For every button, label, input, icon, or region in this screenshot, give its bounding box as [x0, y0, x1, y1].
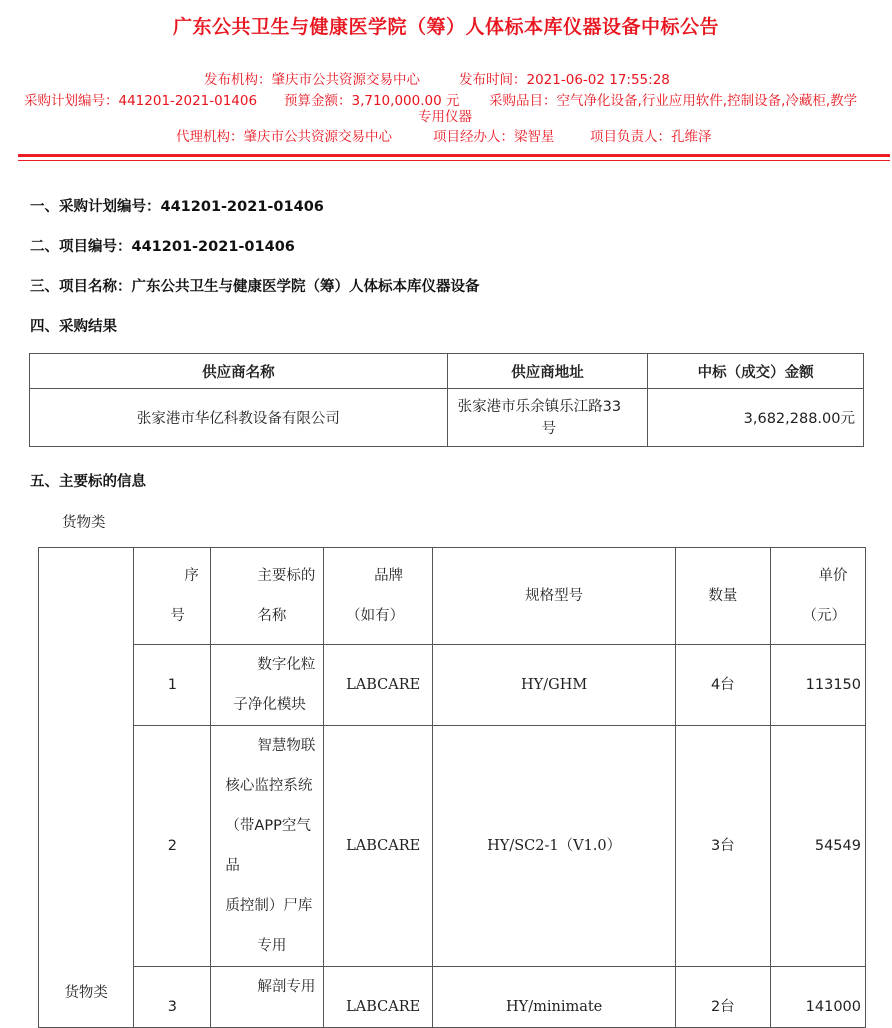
- row-item-name-line: 智慧物联: [257, 738, 316, 754]
- row-price: 54549: [770, 726, 865, 967]
- header-no-line2: 号: [170, 608, 185, 624]
- goods-table-header: [39, 548, 866, 645]
- row-spec: HY/SC2-1（V1.0）: [433, 726, 676, 967]
- table-row: [39, 726, 866, 967]
- row-item-name: [211, 967, 324, 1028]
- section-result: 四、采购结果: [30, 319, 117, 335]
- supplier-address-line1: 张家港市乐余镇乐江路33: [457, 398, 622, 415]
- row-item-name: [211, 645, 324, 726]
- table-row: [39, 645, 866, 726]
- header-item-name: [211, 548, 324, 645]
- page-title: 广东公共卫生与健康医学院（筹）人体标本库仪器设备中标公告: [172, 16, 719, 38]
- row-item-name-line: 子净化模块: [233, 697, 306, 713]
- row-no: 1: [134, 645, 211, 726]
- row-brand: LABCARE: [324, 967, 433, 1028]
- row-spec: HY/GHM: [433, 645, 676, 726]
- meta-publish-time: 发布时间：2021-06-02 17:55:28: [459, 72, 670, 88]
- section-plan-no: 一、采购计划编号：441201-2021-01406: [30, 199, 324, 215]
- header-no: [134, 548, 211, 645]
- header-supplier-name: 供应商名称: [30, 354, 448, 389]
- header-no-line1: 序: [184, 568, 199, 584]
- header-item-name-line2: 名称: [257, 608, 287, 624]
- row-qty: 3台: [676, 726, 770, 967]
- header-spec: 规格型号: [433, 548, 676, 645]
- goods-category-label: 货物类: [62, 515, 106, 531]
- header-brand: [324, 548, 433, 645]
- row-no: 2: [134, 726, 211, 967]
- result-table-header: [30, 354, 864, 389]
- supplier-address: [447, 389, 648, 447]
- meta-budget: 预算金额：3,710,000.00 元: [284, 93, 460, 109]
- row-price: 141000: [770, 967, 865, 1028]
- meta-items: 采购品目：空气净化设备,行业应用软件,控制设备,冷藏柜,教学: [489, 93, 858, 109]
- meta-publisher: 发布机构：肇庆市公共资源交易中心: [204, 72, 420, 88]
- table-row: [39, 967, 866, 1028]
- section-project-no: 二、项目编号：441201-2021-01406: [30, 239, 295, 255]
- meta-manager: 项目经办人：梁智星: [433, 129, 555, 145]
- row-item-name-line: 质控制）尸库: [225, 898, 313, 914]
- row-price: 113150: [770, 645, 865, 726]
- header-price-line2: （元）: [802, 608, 847, 624]
- row-qty: 2台: [676, 967, 770, 1028]
- row-item-name-line: 解剖专用: [257, 979, 316, 995]
- section-main-items: 五、主要标的信息: [30, 474, 146, 490]
- header-item-name-line1: 主要标的: [257, 568, 316, 584]
- header-price: [770, 548, 865, 645]
- meta-plan-no: 采购计划编号：441201-2021-01406: [24, 93, 258, 109]
- supplier-address-line2: 号: [541, 420, 557, 437]
- header-amount: 中标（成交）金额: [648, 354, 864, 389]
- award-amount: 3,682,288.00元: [648, 389, 864, 447]
- row-brand: LABCARE: [324, 645, 433, 726]
- result-table: [29, 353, 864, 447]
- row-no: 3: [134, 967, 211, 1028]
- goods-table: [38, 547, 866, 1028]
- row-qty: 4台: [676, 645, 770, 726]
- row-brand: LABCARE: [324, 726, 433, 967]
- header-price-line1: 单价: [818, 568, 848, 584]
- meta-leader: 项目负责人：孔维泽: [590, 129, 712, 145]
- table-row: [30, 389, 864, 447]
- header-qty: 数量: [676, 548, 770, 645]
- header-divider: [18, 154, 890, 157]
- header-brand-line2: （如有）: [346, 608, 405, 624]
- supplier-name: 张家港市华亿科教设备有限公司: [30, 389, 448, 447]
- header-supplier-address: 供应商地址: [447, 354, 648, 389]
- goods-category: 货物类: [64, 985, 108, 1001]
- row-spec: HY/minimate: [433, 967, 676, 1028]
- goods-category-cell: [39, 548, 134, 1028]
- row-item-name-line: （带APP空气品: [225, 818, 311, 874]
- row-item-name: [211, 726, 324, 967]
- header-divider-thin: [18, 160, 890, 161]
- header-brand-line1: 品牌: [374, 568, 404, 584]
- row-item-name-line: 数字化粒: [257, 657, 316, 673]
- row-item-name-line: 专用: [257, 938, 287, 954]
- section-project-name: 三、项目名称：广东公共卫生与健康医学院（筹）人体标本库仪器设备: [30, 279, 480, 295]
- meta-items-cont: 专用仪器: [418, 109, 472, 125]
- meta-agency: 代理机构：肇庆市公共资源交易中心: [176, 129, 392, 145]
- row-item-name-line: 核心监控系统: [225, 778, 313, 794]
